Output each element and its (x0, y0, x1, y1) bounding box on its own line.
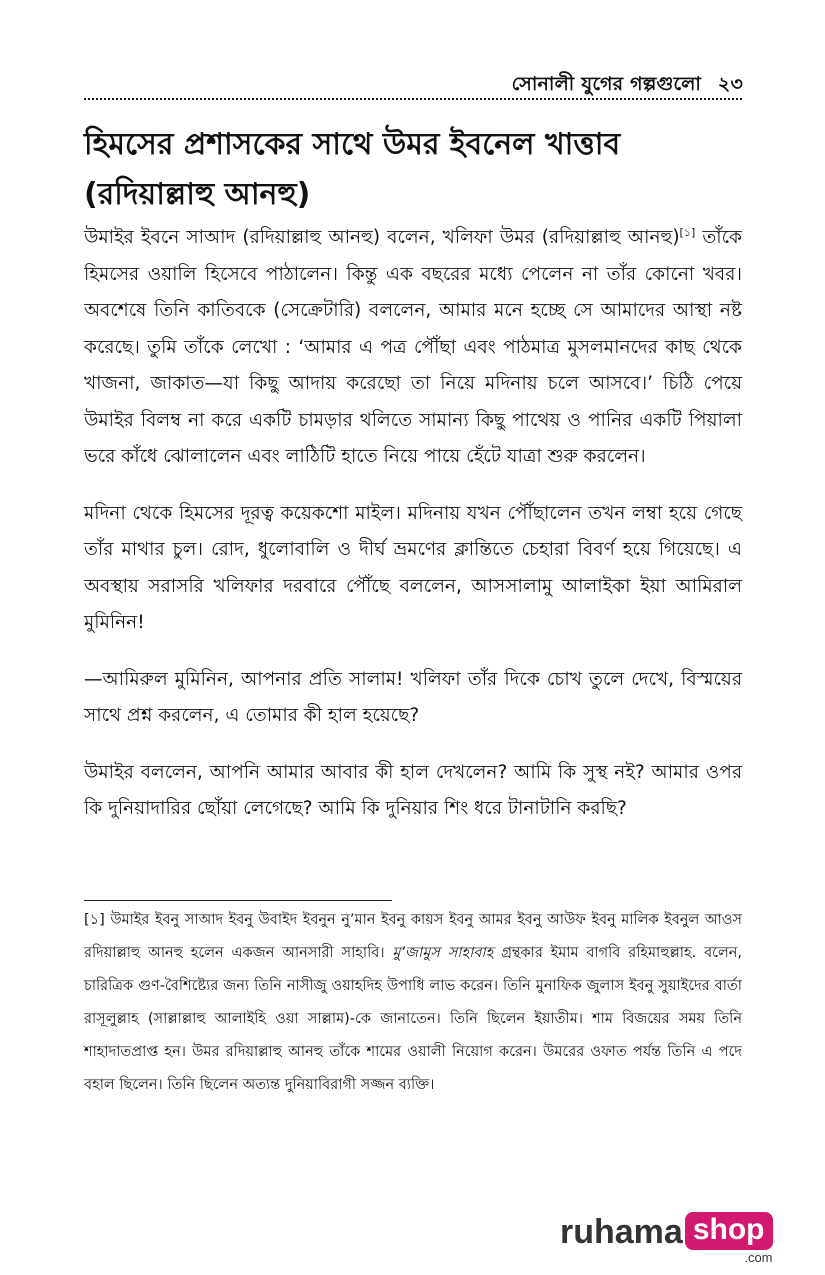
article-body (84, 220, 742, 848)
paragraph-2: মদিনা থেকে হিমসের দূরত্ব কয়েকশো মাইল। মদিনায় যখন পৌঁছালেন তখন লম্বা হয়ে গেছে তাঁর মাথার চুল। রোদ, ধুলোবালি ও দীর্ঘ ভ্রমণের ক্লান্তিতে চেহারা বিবর্ণ হয়ে গিয়েছে। এ অবস্থায় সরাসরি খলিফার দরবারে পৌঁছে বললেন, আসসালামু আলাইকা ইয়া আমিরাল মুমিনিন! (84, 502, 742, 633)
footnote-text-part-2: গ্রন্থকার ইমাম বাগবি রহিমাহুল্লাহ. বলেন, চারিত্রিক গুণ-বৈশিষ্ট্যের জন্য তিনি নাসীজু ওয়াহদিহ উপাধি লাভ করেন। তিনি মুনাফিক জুলাস ইবনু সুয়াইদের বার্তা রাসূলুল্লাহ (সাল্লাল্লাহু আলাইহি ওয়া সাল্লাম)-কে জানাতেন। তিনি ছিলেন ইয়াতীম। শাম বিজয়ের সময় তিনি শাহাদাতপ্রাপ্ত হন। উমর রদিয়াল্লাহু আনহু তাঁকে শামের ওয়ালী নিয়োগ করেন। উমরের ওফাত পর্যন্ত তিনি এ পদে বহাল ছিলেন। তিনি ছিলেন অত্যন্ত দুনিয়াবিরাগী সজ্জন ব্যক্তি। (84, 945, 743, 1093)
running-title: সোনালী যুগের গল্পগুলো (511, 73, 702, 95)
ruhamashop-logo (560, 1212, 773, 1265)
footnote-book-title: মু’জামুস সাহাবাহ (392, 945, 494, 961)
footnote-reference[interactable]: [১] (679, 225, 696, 239)
footnote (84, 904, 742, 1102)
logo-shop-badge: shop (685, 1212, 773, 1250)
footnote-marker: [১] (84, 912, 105, 928)
paragraph-1 (84, 220, 742, 476)
paragraph-1-lead: উমাইর ইবনে সাআদ (রদিয়াল্লাহু আনহু) বলেন, খলিফা উমর (রদিয়াল্লাহু আনহু) (84, 227, 680, 248)
header-divider (84, 98, 742, 100)
footnote-divider (84, 900, 392, 901)
page-number: ২৩ (717, 73, 743, 95)
chapter-title: হিমসের প্রশাসকের সাথে উমর ইবনেল খাত্তাব (রদিয়াল্লাহু আনহু) (84, 127, 621, 212)
logo-badge (685, 1212, 773, 1265)
paragraph-4: উমাইর বললেন, আপনি আমার আবার কী হাল দেখলেন? আমি কি সুস্থ নই? আমার ওপর কি দুনিয়াদারির ছোঁয়া লেগেছে? আমি কি দুনিয়ার শিং ধরে টানাটানি করছি? (84, 761, 742, 819)
logo-domain: .com (744, 1250, 773, 1265)
footnote-text-part-1: উমাইর ইবনু সাআদ ইবনু উবাইদ ইবনুন নু’মান ইবনু কায়স ইবনু আমর ইবনু আউফ ইবনু মালিক ইবনুল আওস রদিয়াল্লাহু আনহু হলেন একজন আনসারী সাহাবি। (84, 912, 742, 961)
logo-brand-text: ruhama (560, 1213, 683, 1251)
paragraph-1-rest: তাঁকে হিমসের ওয়ালি হিসেবে পাঠালেন। কিন্তু এক বছরের মধ্যে পেলেন না তাঁর কোনো খবর। অবশেষে তিনি কাতিবকে (সেক্রেটারি) বললেন, আমার মনে হচ্ছে সে আমাদের আস্থা নষ্ট করেছে। তুমি তাঁকে লেখো : ‘আমার এ পত্র পৌঁছা এবং পাঠমাত্র মুসলমানদের কাছ থেকে খাজনা, জাকাত—যা কিছু আদায় করেছো তা নিয়ে মদিনায় চলে আসবে।’ চিঠি পেয়ে উমাইর বিলম্ব না করে একটি চামড়ার থলিতে সামান্য কিছু পাথেয় ও পানির একটি পিয়ালা ভরে কাঁধে ঝোলালেন এবং লাঠিটি হাতে নিয়ে পায়ে হেঁটে যাত্রা শুরু করলেন। (84, 227, 742, 467)
paragraph-3: —আমিরুল মুমিনিন, আপনার প্রতি সালাম! খলিফা তাঁর দিকে চোখ তুলে দেখে, বিস্ময়ের সাথে প্রশ্ন করলেন, এ তোমার কী হাল হয়েছে? (84, 668, 742, 726)
